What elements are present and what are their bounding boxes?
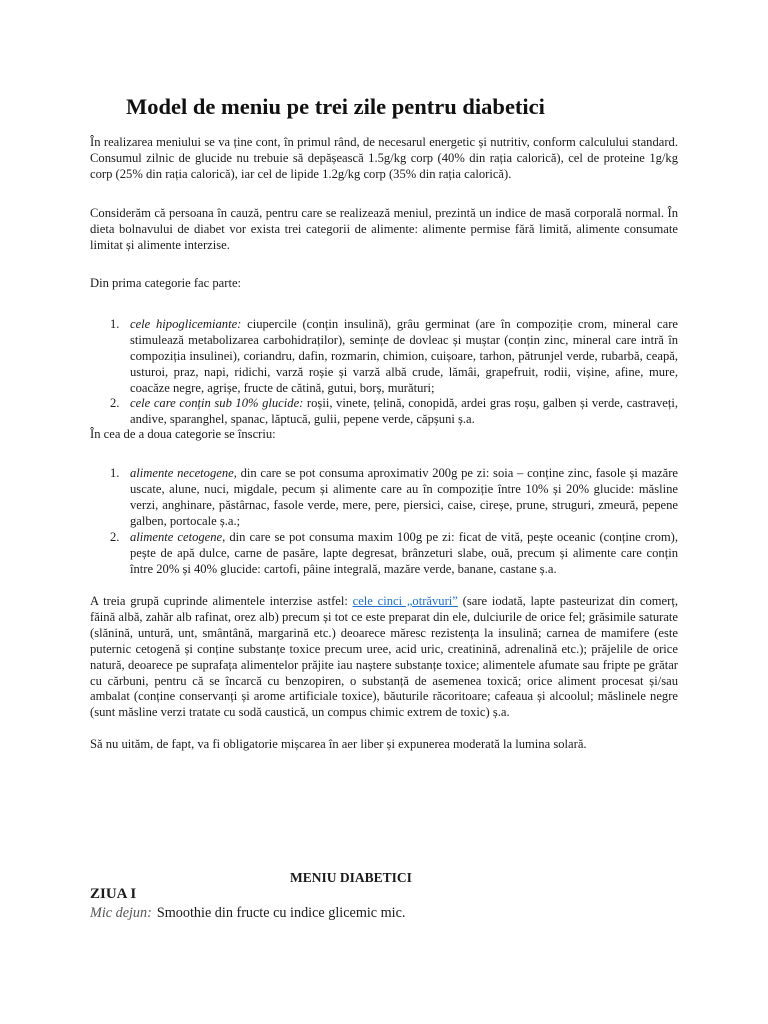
list-item [110,530,678,578]
day-heading: ZIUA I [90,886,137,902]
meal-label: Mic dejun: [90,905,152,921]
second-category-heading: În cea de a doua categorie se înscriu: [90,427,276,441]
list-item-text: , din care se pot consuma aproximativ 200g pe zi: soia – conține zinc, fasole și mazăre uscate, alune, nuci, migdale, pecum și alimente care au în compoziție între 10% și 20% glucide: măsline verzi, anghinare, păstârnac, fasole verde, mere, pere, piersici, caise, cireșe, prune, struguri, zmeură, pepene galben, portocale ș.a.; [130,466,678,528]
list-number: 2. [110,396,120,410]
list-item-text: , din care se pot consuma maxim 100g pe zi: ficat de vită, pește oceanic (conține crom), pește de apă dulce, carne de pasăre, lapte degresat, brânzeturi slabe, ouă, precum și alimente care conțin între 20% și 40% glucide: cartofi, pâine integrală, mazăre verde, banane, castane ș.a. [130,530,678,576]
list-item [110,466,678,530]
list-item-label: cele hipoglicemiante: [130,317,242,331]
bmi-paragraph: Considerăm că persoana în cauză, pentru care se realizează meniul, prezintă un indice de masă corporală normal. În dieta bolnavului de diabet vor exista trei categorii de alimente: alimente permise fără limită, alimente consumate limitat și alimente interzise. [90,206,678,252]
breakfast-line [90,905,405,922]
list-number: 1. [110,317,120,331]
forbidden-foods-paragraph [90,594,678,721]
menu-section-title: MENIU DIABETICI [290,870,412,885]
meal-text: Smoothie din fructe cu indice glicemic mic. [156,905,406,921]
document-title: Model de meniu pe trei zile pentru diabetici [126,94,545,119]
paragraph-text: (sare iodată, lapte pasteurizat din comerț, făină albă, zahăr alb rafinat, orez alb) precum și tot ce este preparat din ele, dulciurile de orice fel; grăsimile saturate (slănină, untură, unt, smântână, margarină etc.) deoarece măresc rezistența la insulină; carnea de mamifere (este puternic cetogenă și conține substanțe toxice precum uree, acid uric, creatinină, adrenalină etc.); prăjelile de orice natură, deoarece pe suprafața alimentelor prăjite iau naștere substanțe toxice; alimentele afumate sau fripte pe grătar cu cărbuni, pentru că se încarcă cu benzopiren, o substanță de asemenea toxică; orice aliment procesat și/sau ambalat (conține conservanți și arome artificiale toxice), băuturile răcoritoare; cafeaua și alcoolul; măslinele negre (sunt măsline verzi tratate cu sodă caustică, un compus chimic extrem de toxic) ș.a. [90,594,678,720]
list-item-text: ciupercile (conțin insulină), grâu germinat (are în compoziție crom, mineral care stimulează metabolizarea carbohidraților), semințe de dovleac și muștar (conțin zinc, mineral care intră în compoziția insulinei), coriandru, dafin, rozmarin, chimion, cuișoare, tarhon, pătrunjel verde, rubarbă, ceapă, usturoi, praz, napi, ridichi, varză roșie și varză albă crude, lămâi, grapefruit, rodii, vișine, afine, mure, coacăze negre, agrișe, fructe de cătină, gutui, borș, murături; [130,317,678,395]
intro-paragraph: În realizarea meniului se va ține cont, în primul rând, de necesarul energetic și nutritiv, conform calculului standard. Consumul zilnic de glucide nu trebuie să depășească 1.5g/kg corp (40% din rația calorică), cel de proteine 1g/kg corp (25% din rația calorică), iar cel de lipide 1.2g/kg corp (35% din rația calorică). [90,135,678,181]
paragraph-text: A treia grupă cuprinde alimentele interzise astfel: [90,594,353,608]
list-item-label: alimente cetogene [130,530,223,544]
list-item [110,396,678,428]
list-number: 2. [110,530,120,544]
list-number: 1. [110,466,120,480]
five-poisons-link[interactable]: cele cinci „otrăvuri” [352,594,458,608]
list-item-label: cele care conțin sub 10% glucide: [130,396,304,410]
list-item [110,317,678,397]
list-item-text: roșii, vinete, țelină, conopidă, ardei gras roșu, galben și verde, castraveți, andive, sparanghel, spanac, lăptucă, gulii, pepene verde, căpșuni ș.a. [130,396,678,426]
first-category-heading: Din prima categorie fac parte: [90,276,242,290]
exercise-paragraph: Să nu uităm, de fapt, va fi obligatorie mișcarea în aer liber și expunerea moderată la lumina solară. [90,737,587,751]
list-item-label: alimente necetogene [130,466,234,480]
